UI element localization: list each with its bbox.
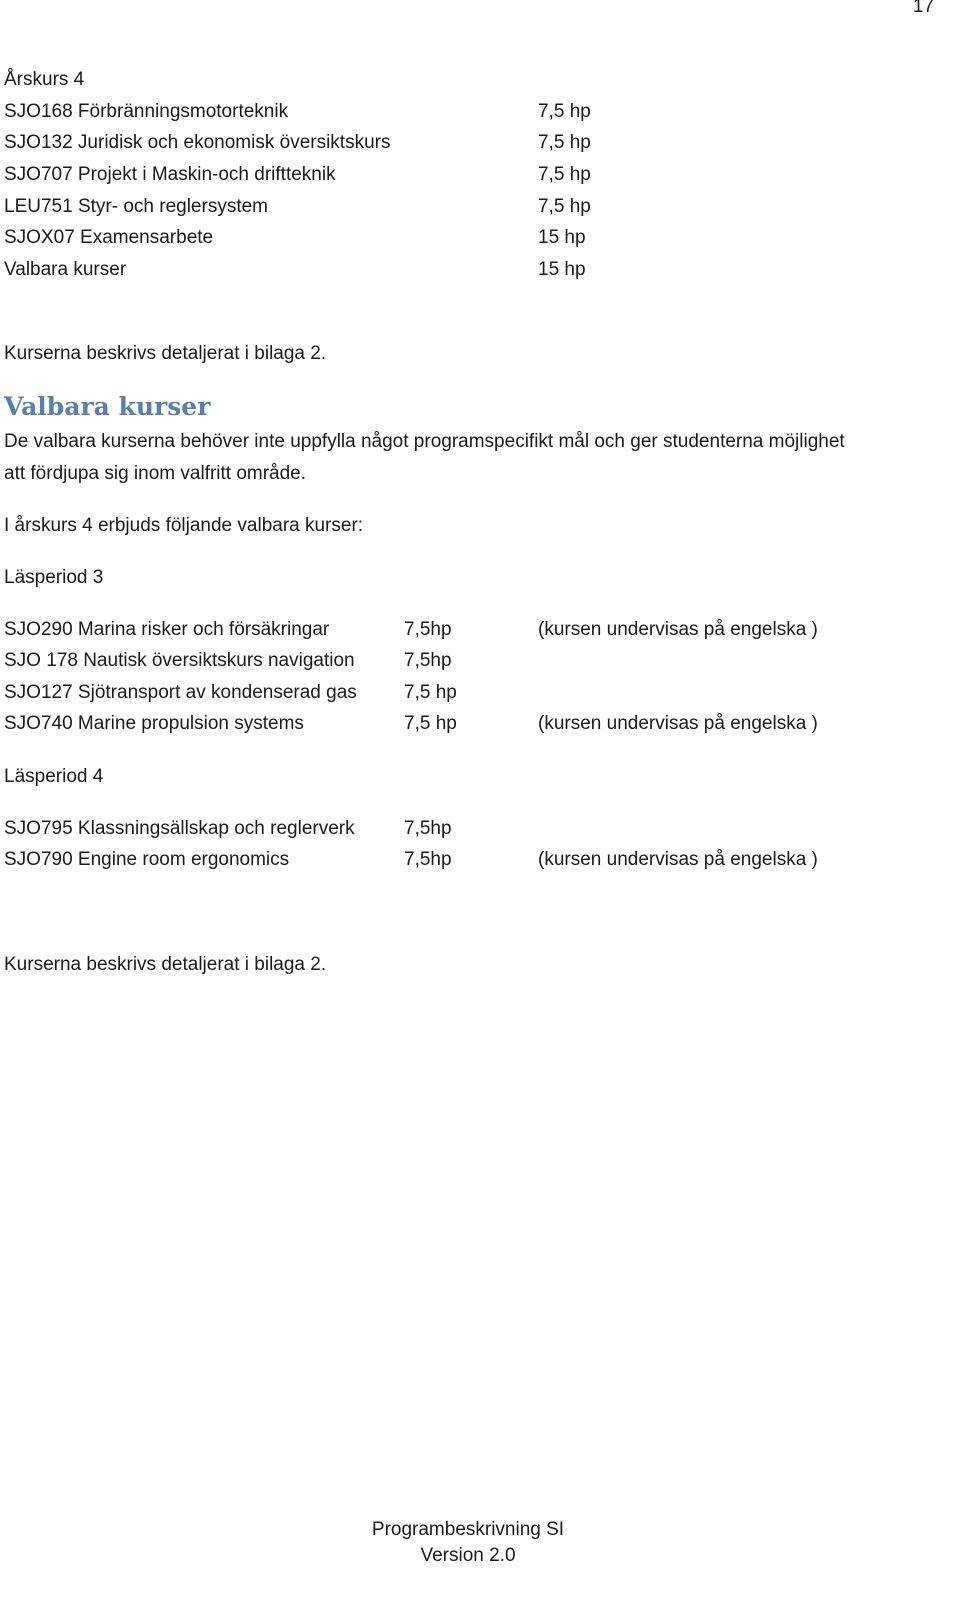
elective-course-name: SJO790 Engine room ergonomics <box>4 849 290 870</box>
course-credits: 7,5 hp <box>538 101 591 122</box>
course-name: SJO132 Juridisk och ekonomisk översiktskurs <box>4 132 391 153</box>
course-credits: 15 hp <box>538 227 586 248</box>
section-heading: Valbara kurser <box>4 392 211 421</box>
elective-course-name: SJO127 Sjötransport av kondenserad gas <box>4 682 357 703</box>
elective-course-name: SJO740 Marine propulsion systems <box>4 713 304 734</box>
elective-course-credits: 7,5hp <box>404 818 452 839</box>
elective-course-name: SJO 178 Nautisk översiktskurs navigation <box>4 650 355 671</box>
course-credits: 7,5 hp <box>538 132 591 153</box>
elective-course-credits: 7,5 hp <box>404 713 457 734</box>
course-name: SJOX07 Examensarbete <box>4 227 214 248</box>
offered-text: I årskurs 4 erbjuds följande valbara kurser: <box>4 515 364 536</box>
elective-course-name: SJO795 Klassningsällskap och reglerverk <box>4 818 355 839</box>
elective-course-note: (kursen undervisas på engelska ) <box>538 619 818 640</box>
course-credits: 7,5 hp <box>538 196 591 217</box>
course-name: Valbara kurser <box>4 259 127 280</box>
period4-title: Läsperiod 4 <box>4 766 104 787</box>
page-number: 17 <box>912 0 934 17</box>
year4-title: Årskurs 4 <box>4 69 85 90</box>
electives-note: Kurserna beskrivs detaljerat i bilaga 2. <box>4 954 327 975</box>
intro-text-line1: De valbara kurserna behöver inte uppfylla något programspecifikt mål och ger studenterna möjlighet <box>4 431 845 452</box>
elective-course-note: (kursen undervisas på engelska ) <box>538 713 818 734</box>
course-credits: 7,5 hp <box>538 164 591 185</box>
intro-text-line2: att fördjupa sig inom valfritt område. <box>4 463 307 484</box>
elective-course-credits: 7,5 hp <box>404 682 457 703</box>
period3-title: Läsperiod 3 <box>4 567 104 588</box>
course-name: SJO168 Förbränningsmotorteknik <box>4 101 289 122</box>
course-credits: 15 hp <box>538 259 586 280</box>
footer-version: Version 2.0 <box>420 1545 516 1566</box>
elective-course-credits: 7,5hp <box>404 849 452 870</box>
elective-course-name: SJO290 Marina risker och försäkringar <box>4 619 330 640</box>
year4-note: Kurserna beskrivs detaljerat i bilaga 2. <box>4 343 327 364</box>
course-name: LEU751 Styr- och reglersystem <box>4 196 268 217</box>
course-name: SJO707 Projekt i Maskin-och driftteknik <box>4 164 336 185</box>
elective-course-credits: 7,5hp <box>404 650 452 671</box>
elective-course-note: (kursen undervisas på engelska ) <box>538 849 818 870</box>
footer-title: Programbeskrivning SI <box>371 1519 565 1540</box>
elective-course-credits: 7,5hp <box>404 619 452 640</box>
